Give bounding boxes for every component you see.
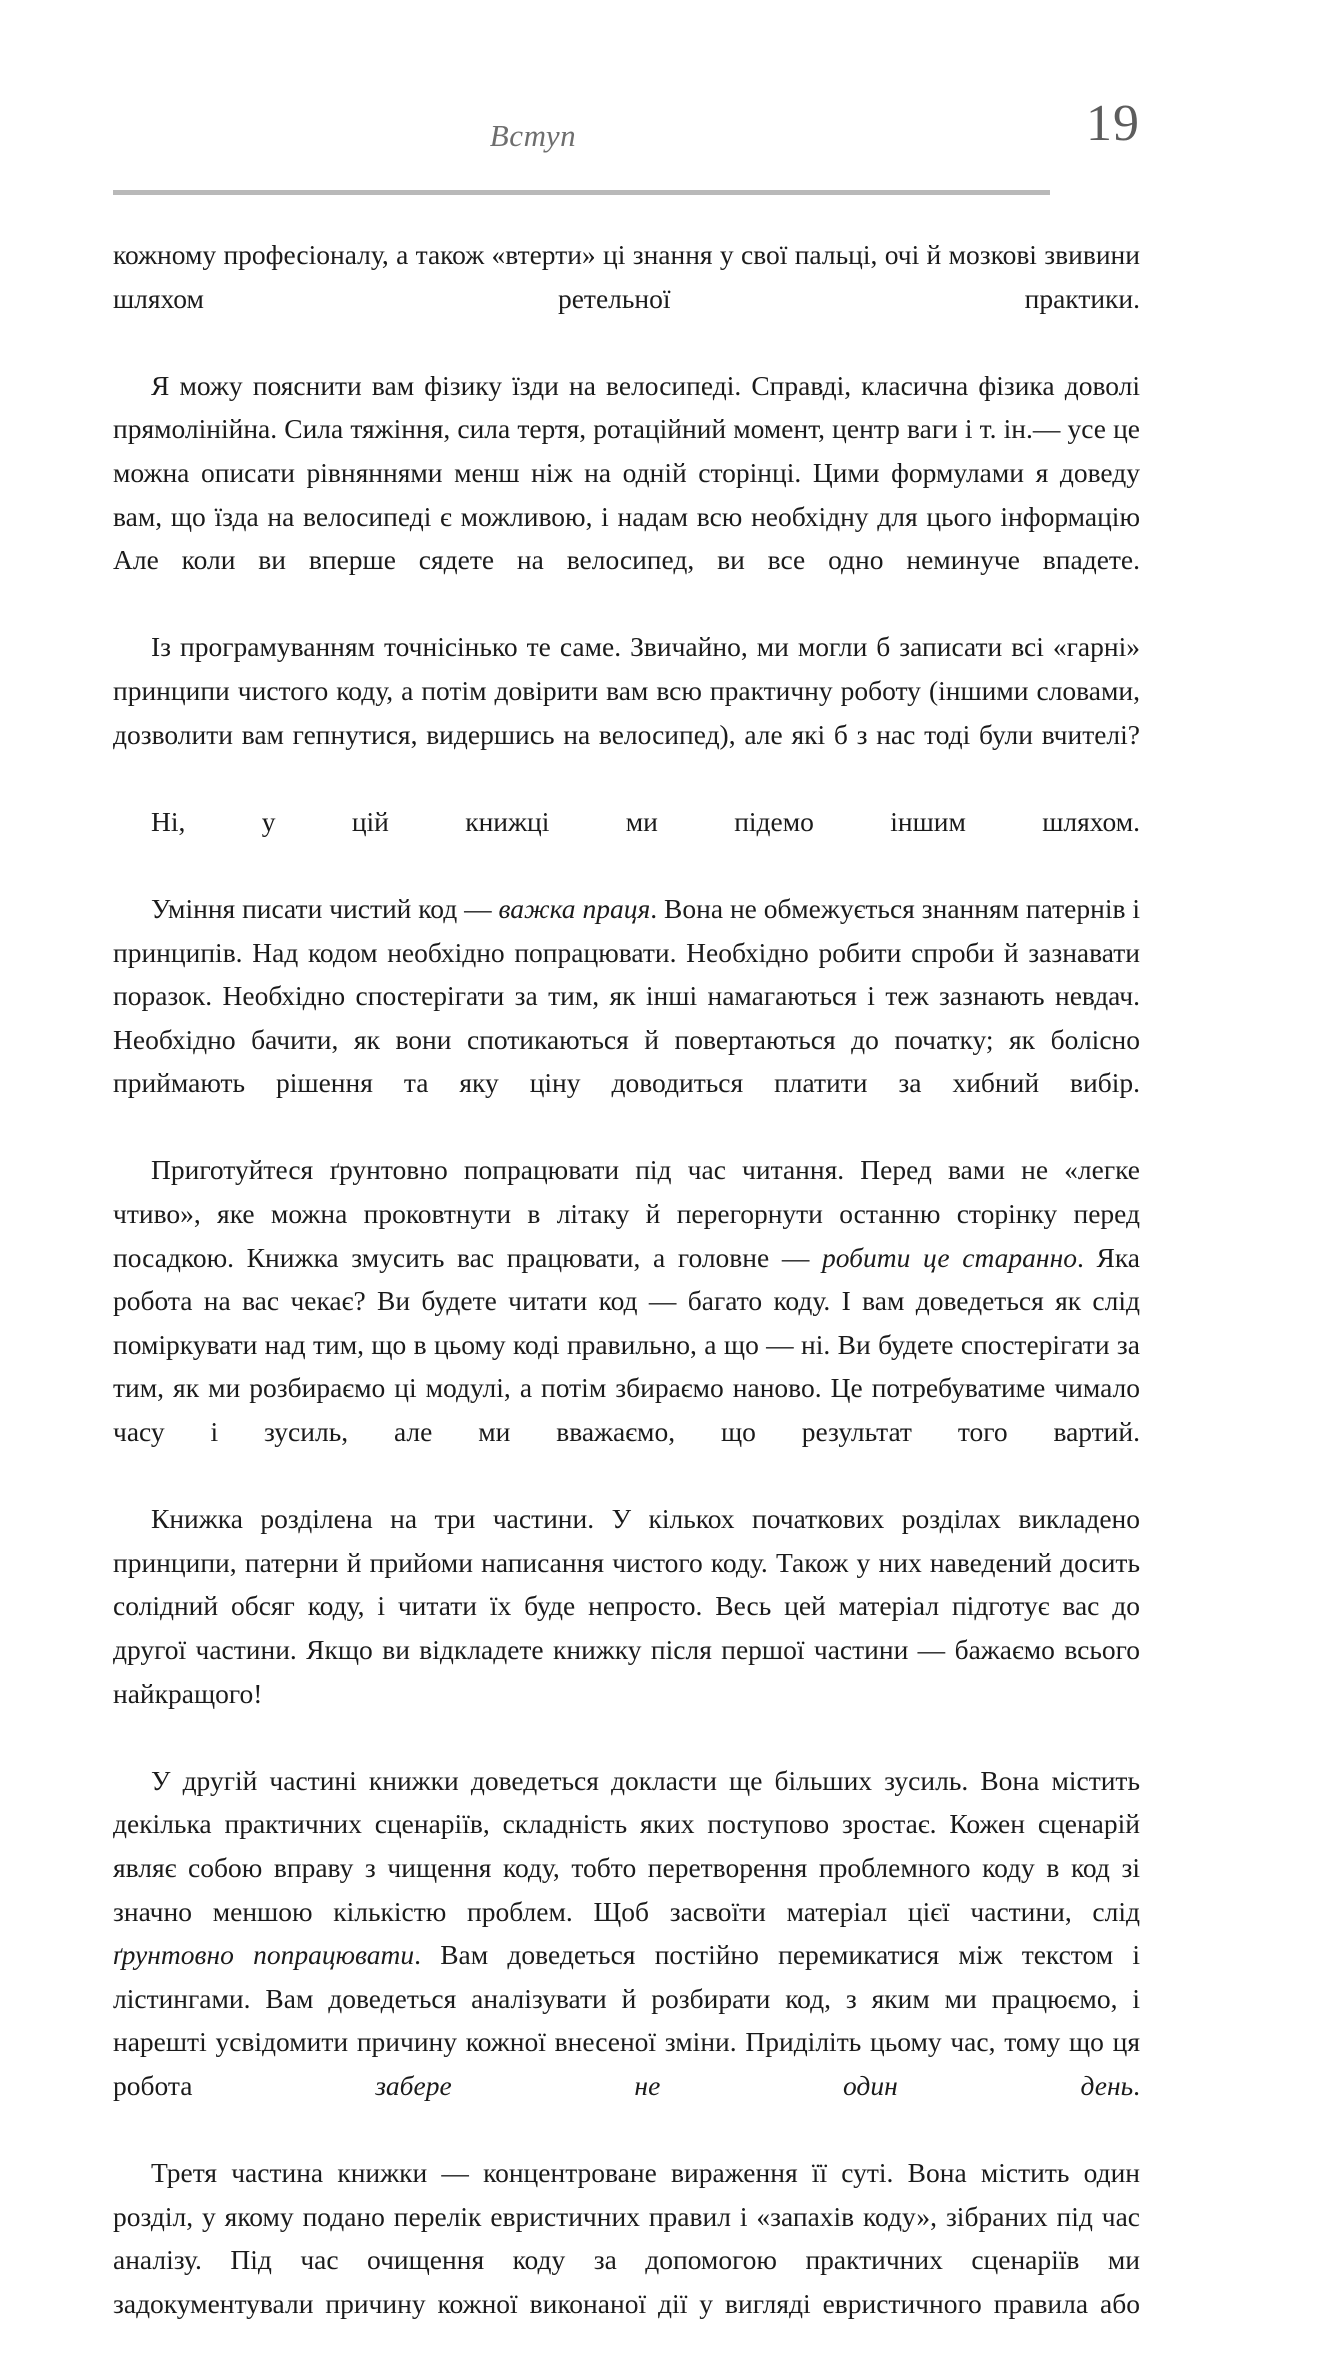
body-paragraph (113, 800, 1140, 887)
emphasis-text: робити це старанно (822, 1241, 1077, 1273)
body-paragraph (113, 1497, 1140, 1759)
body-paragraph (113, 1148, 1140, 1497)
paragraph-text-run: . Вона не обмежується знанням патернів і принципів. Над кодом необхідно попрацювати. Необхідно робити спроби й зазнавати поразок. Необхідно спостерігати за тим, як інші намагаються і теж зазнають невдач. Необхідно бачити, як вони спотикаються й повертаються до початку; як болісно приймають рішення та яку ціну доводиться платити за хибний вибір. (113, 892, 1140, 1099)
emphasis-text: важка праця (498, 892, 651, 924)
paragraph-text-run: . Вам доведеться постійно перемикатися між текстом і лістингами. Вам доведеться аналізувати й розбирати код, з яким ми працюємо, і нарешті усвідомити причину кожної внесеної зміни. Приділіть цьому час, тому що ця робота (113, 1939, 1140, 2101)
running-head-title: Вступ (489, 118, 577, 153)
body-paragraph (113, 625, 1140, 799)
body-paragraph (113, 887, 1140, 1149)
paragraph-text-run: Ні, у цій книжці ми підемо іншим шляхом. (151, 805, 1140, 837)
paragraph-text-run: У другій частині книжки доведеться докласти ще більших зусиль. Вона містить декілька практичних сценаріїв, складність яких поступово зростає. Кожен сценарій являє собою вправу з чищення коду, тобто перетворення проблемного коду в код зі значно меншою кількістю проблем. Щоб засвоїти матеріал цієї частини, слід (113, 1764, 1140, 1927)
paragraph-text-run: Уміння писати чистий код — (151, 892, 499, 924)
paragraph-text-run: Третя частина книжки — концентроване вираження її суті. Вона містить один розділ, у якому подано перелік евристичних правил і «запахів коду», зібраних під час аналізу. Під час очищення коду за допомогою практичних сценаріїв ми задокументували причину кожної виконаної дії у вигляді евристичного правила або (113, 2157, 1140, 2319)
paragraph-text-run: Із програмуванням точнісінько те саме. Звичайно, ми могли б записати всі «гарні» принципи чистого коду, а потім довірити вам всю практичну роботу (іншими словами, дозволити вам гепнутися, видершись на велосипед), але які б з нас тоді були вчителі? (113, 631, 1140, 750)
body-text-column (113, 233, 1140, 2369)
emphasis-text: забере не один день (375, 2069, 1134, 2101)
body-paragraph (113, 2151, 1140, 2369)
running-head (113, 95, 1140, 174)
paragraph-text-run: кожному професіоналу, а також «втерти» ці знання у свої пальці, очі й мозкові звивини шляхом ретельної практики. (113, 239, 1140, 314)
paragraph-text-run: . Яка робота на вас чекає? Ви будете читати код — багато коду. І вам доведеться як слід поміркувати над тим, що в цьому коді правильно, а що — ні. Ви будете спостерігати за тим, як ми розбираємо ці модулі, а потім збираємо наново. Це потребуватиме чимало часу і зусиль, але ми вважаємо, що результат того вартий. (113, 1241, 1140, 1448)
header-rule-divider (113, 190, 1050, 195)
page-number: 19 (1086, 95, 1140, 152)
body-paragraph (113, 1759, 1140, 2151)
paragraph-text-run: Книжка розділена на три частини. У кількох початкових розділах викладено принципи, патерни й прийоми написання чистого коду. Також у них наведений досить солідний обсяг коду, і читати їх буде непросто. Весь цей матеріал підготує вас до другої частини. Якщо ви відкладете книжку після першої частини — бажаємо всього найкращого! (113, 1503, 1140, 1709)
emphasis-text: ґрунтовно попрацювати (113, 1939, 415, 1971)
paragraph-text-run: Я можу пояснити вам фізику їзди на велосипеді. Справді, класична фізика доволі прямолінійна. Сила тяжіння, сила тертя, ротаційний момент, центр ваги і т. ін.— усе це можна описати рівняннями менш ніж на одній сторінці. Цими формулами я доведу вам, що їзда на велосипеді є можливою, і надам всю необхідну для цього інформацію Але коли ви вперше сядете на велосипед, ви все одно неминуче впадете. (113, 369, 1140, 576)
body-paragraph (113, 233, 1140, 364)
paragraph-text-run: Приготуйтеся ґрунтовно попрацювати під час читання. Перед вами не «легке чтиво», яке можна проковтнути в літаку й перегорнути останню сторінку перед посадкою. Книжка змусить вас працювати, а головне — (113, 1154, 1140, 1273)
paragraph-text-run: . (1133, 2069, 1140, 2101)
body-paragraph (113, 364, 1140, 626)
